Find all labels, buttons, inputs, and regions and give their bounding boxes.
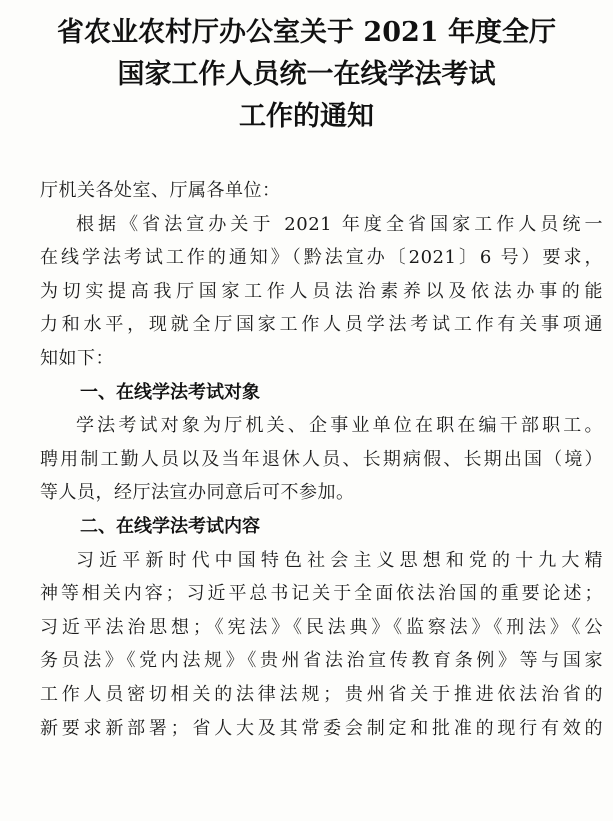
title-block: [0, 12, 613, 138]
title-line-2: 国家工作人员统一在线学法考试: [117, 59, 496, 90]
paragraph-line: 力和水平，现就全厅国家工作人员学法考试工作有关事项通: [40, 314, 603, 336]
document-body: [40, 174, 603, 745]
document-title: [0, 12, 613, 138]
paragraph-line: 学法考试对象为厅机关、企事业单位在职在编干部职工。: [76, 415, 603, 437]
section-2-heading: 二、在线学法考试内容: [80, 515, 260, 537]
title-line-1: 省农业农村厅办公室关于 2021 年度全厅: [57, 17, 556, 48]
paragraph-line: 等人员，经厅法宣办同意后可不参加。: [40, 482, 355, 504]
paragraph-line: 神等相关内容；习近平总书记关于全面依法治国的重要论述；: [40, 583, 603, 605]
section-1-heading: 一、在线学法考试对象: [80, 381, 260, 403]
paragraph-line: 根据《省法宣办关于 2021 年度全省国家工作人员统一: [76, 213, 603, 235]
paragraph-line: 知如下：: [40, 347, 114, 369]
paragraph-line: 聘用制工勤人员以及当年退休人员、长期病假、长期出国（境）: [40, 448, 603, 470]
paragraph-3: [40, 544, 603, 746]
paragraph-line: 在线学法考试工作的通知》（黔法宣办〔2021〕6 号）要求，: [40, 247, 603, 269]
salutation: 厅机关各处室、厅属各单位：: [40, 180, 281, 201]
paragraph-line: 务员法》《党内法规》《贵州省法治宣传教育条例》等与国家: [40, 650, 603, 672]
paragraph-line: 习近平新时代中国特色社会主义思想和党的十九大精: [76, 549, 603, 571]
paragraph-1: [40, 208, 603, 376]
title-line-3: 工作的通知: [239, 101, 374, 132]
paragraph-line: 习近平法治思想；《宪法》《民法典》《监察法》《刑法》《公: [40, 616, 603, 638]
paragraph-line: 新要求新部署；省人大及其常委会制定和批准的现行有效的: [40, 717, 603, 739]
paragraph-2: [40, 409, 603, 510]
paragraph-line: 工作人员密切相关的法律法规；贵州省关于推进依法治省的: [40, 683, 603, 705]
paragraph-line: 为切实提高我厅国家工作人员法治素养以及依法办事的能: [40, 280, 603, 302]
